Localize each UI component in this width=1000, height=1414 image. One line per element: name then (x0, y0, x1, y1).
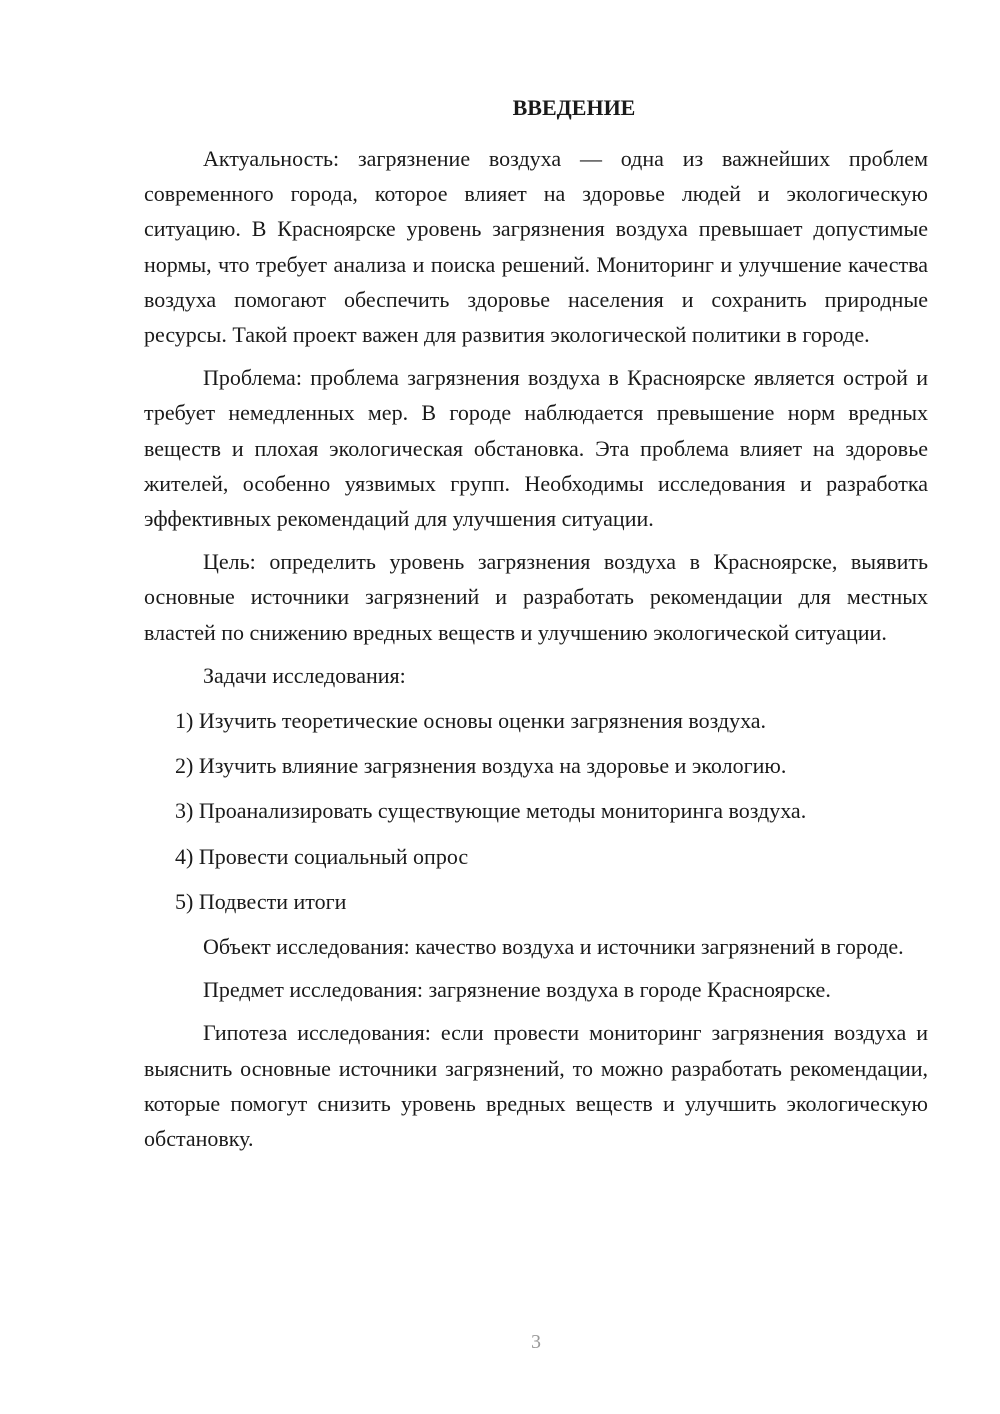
relevance-paragraph: Актуальность: загрязнение воздуха — одна из важнейших проблем современного города, которое влияет на здоровье людей и экологическую ситуацию. В Красноярске уровень загрязнения воздуха превышает допустимые нормы, что требует анализа и поиска решений. Мониторинг и улучшение качества воздуха помогают обеспечить здоровье населения и сохранить природные ресурсы. Такой проект важен для развития экологической политики в городе. (144, 146, 928, 348)
document-page (144, 90, 928, 1164)
list-item: 4) Провести социальный опрос (175, 843, 469, 869)
goal-paragraph: Цель: определить уровень загрязнения воздуха в Красноярске, выявить основные источники загрязнений и разработать рекомендации для местных властей по снижению вредных веществ и улучшению экологической ситуации. (144, 549, 928, 645)
list-item: 5) Подвести итоги (175, 888, 347, 914)
list-item: 3) Проанализировать существующие методы мониторинга воздуха. (175, 798, 807, 824)
object-paragraph: Объект исследования: качество воздуха и источники загрязнений в городе. (203, 934, 904, 960)
hypothesis-paragraph: Гипотеза исследования: если провести мониторинг загрязнения воздуха и выяснить основные источники загрязнений, то можно разработать рекомендации, которые помогут снизить уровень вредных веществ и улучшить экологическую обстановку. (144, 1020, 928, 1152)
subject-paragraph: Предмет исследования: загрязнение воздуха в городе Красноярске. (203, 977, 831, 1003)
tasks-list (144, 703, 928, 919)
page-number: 3 (531, 1331, 541, 1353)
tasks-heading: Задачи исследования: (203, 662, 406, 688)
list-item: 1) Изучить теоретические основы оценки загрязнения воздуха. (175, 708, 767, 734)
page-title: ВВЕДЕНИЕ (512, 95, 636, 120)
problem-paragraph: Проблема: проблема загрязнения воздуха в Красноярске является острой и требует немедленных мер. В городе наблюдается превышение норм вредных веществ и плохая экологическая обстановка. Эта проблема влияет на здоровье жителей, особенно уязвимых групп. Необходимы исследования и разработка эффективных рекомендаций для улучшения ситуации. (144, 365, 928, 532)
list-item: 2) Изучить влияние загрязнения воздуха на здоровье и экологию. (175, 753, 787, 779)
